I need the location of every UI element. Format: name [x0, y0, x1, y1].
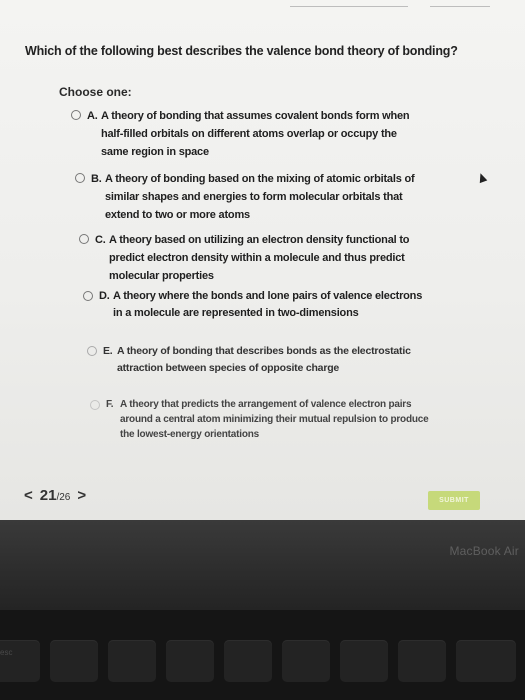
laptop-brand-label: MacBook Air — [449, 544, 519, 558]
top-divider — [290, 6, 408, 7]
laptop-keyboard — [0, 610, 525, 700]
option-text: A theory of bonding that assumes covalent bonds form when half-filled orbitals on different atoms overlap or occupy the same region in space — [101, 110, 410, 158]
keyboard-key — [282, 640, 330, 682]
keyboard-key — [340, 640, 388, 682]
option-letter: C. — [95, 234, 106, 246]
keyboard-key — [108, 640, 156, 682]
keyboard-key — [398, 640, 446, 682]
keyboard-key — [456, 640, 516, 682]
top-divider — [430, 6, 490, 7]
choose-one-label: Choose one: — [59, 85, 132, 99]
option-letter: E. — [103, 345, 113, 357]
keyboard-key: esc — [0, 640, 40, 682]
option-text: A theory based on utilizing an electron density functional to predict electron density within a molecule and thus predict molecular properties — [109, 234, 410, 282]
option-text: A theory where the bonds and lone pairs of valence electrons in a molecule are represented in two-dimensions — [113, 290, 423, 319]
option-letter: D. — [99, 290, 110, 302]
radio-button[interactable] — [90, 400, 100, 410]
chevron-right-icon[interactable]: > — [77, 487, 87, 504]
laptop-bezel — [0, 520, 525, 610]
option-letter: F. — [106, 399, 114, 410]
question-pager — [20, 487, 90, 504]
submit-button[interactable]: SUBMIT — [428, 491, 480, 510]
radio-button[interactable] — [83, 291, 93, 301]
keyboard-key — [224, 640, 272, 682]
option-letter: A. — [87, 110, 98, 122]
option-letter: B. — [91, 173, 102, 185]
mouse-cursor-icon — [477, 172, 488, 183]
question-text: Which of the following best describes the valence bond theory of bonding? — [25, 44, 458, 58]
radio-button[interactable] — [71, 110, 81, 120]
keyboard-key — [50, 640, 98, 682]
current-question-number: 21 — [39, 487, 57, 504]
total-questions: /26 — [56, 492, 71, 503]
option-text: A theory that predicts the arrangement of valence electron pairs around a central atom minimizing their mutual repulsion to produce the lowest-energy orientations — [120, 399, 429, 440]
radio-button[interactable] — [75, 173, 85, 183]
chevron-left-icon[interactable]: < — [24, 487, 33, 504]
radio-button[interactable] — [87, 346, 97, 356]
option-text: A theory of bonding based on the mixing of atomic orbitals of similar shapes and energies to form molecular orbitals that extend to two or more atoms — [105, 173, 415, 221]
option-text: A theory of bonding that describes bonds as the electrostatic attraction between species of opposite charge — [117, 345, 411, 374]
radio-button[interactable] — [79, 234, 89, 244]
keyboard-key — [166, 640, 214, 682]
